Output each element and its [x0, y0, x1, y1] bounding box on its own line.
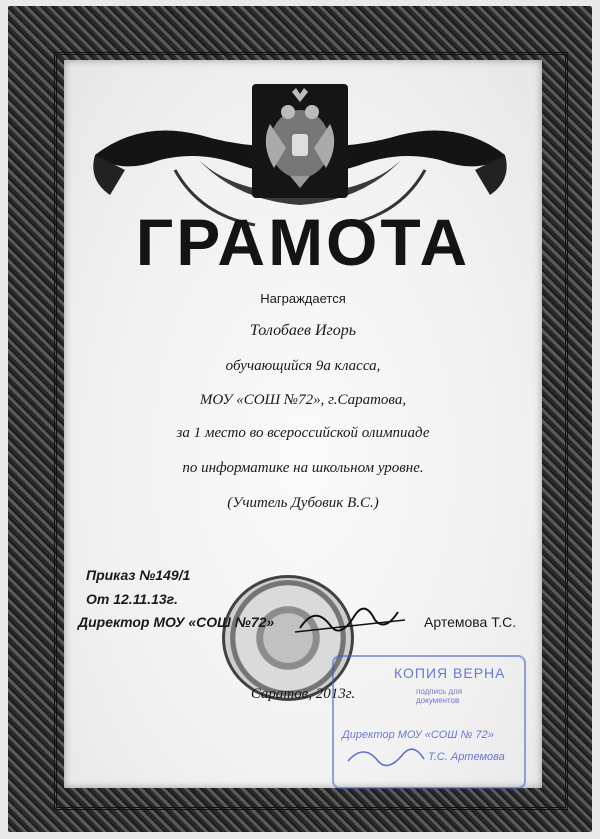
grade-line: обучающийся 9а класса, — [225, 358, 381, 374]
school-line: МОУ «СОШ №72», г.Саратова, — [199, 392, 407, 408]
order-date: От 12.11.13г. — [86, 591, 178, 607]
copy-stamp-signature — [334, 657, 524, 787]
achievement-line: за 1 место во всероссийской олимпиаде — [176, 425, 430, 441]
copy-stamp-caption: подпись для документов — [416, 687, 463, 705]
director-name: Артемова Т.С. — [424, 614, 517, 630]
copy-certified-stamp — [332, 655, 526, 789]
subject-line: по информатике на школьном уровне. — [182, 460, 424, 476]
awarded-label: Награждается — [260, 291, 346, 306]
director-label: Директор МОУ «СОШ №72» — [78, 614, 275, 630]
teacher-line: (Учитель Дубовик В.С.) — [227, 495, 379, 511]
certificate-title: ГРАМОТА — [135, 205, 471, 279]
copy-stamp-title: КОПИЯ ВЕРНА — [394, 665, 506, 681]
copy-stamp-name: Т.С. Артемова — [428, 751, 505, 763]
order-number: Приказ №149/1 — [86, 567, 191, 583]
recipient-name: Толобаев Игорь — [249, 322, 357, 339]
copy-stamp-director: Директор МОУ «СОШ № 72» — [342, 729, 494, 741]
city-year: Саратов, 2013г. — [250, 686, 356, 702]
